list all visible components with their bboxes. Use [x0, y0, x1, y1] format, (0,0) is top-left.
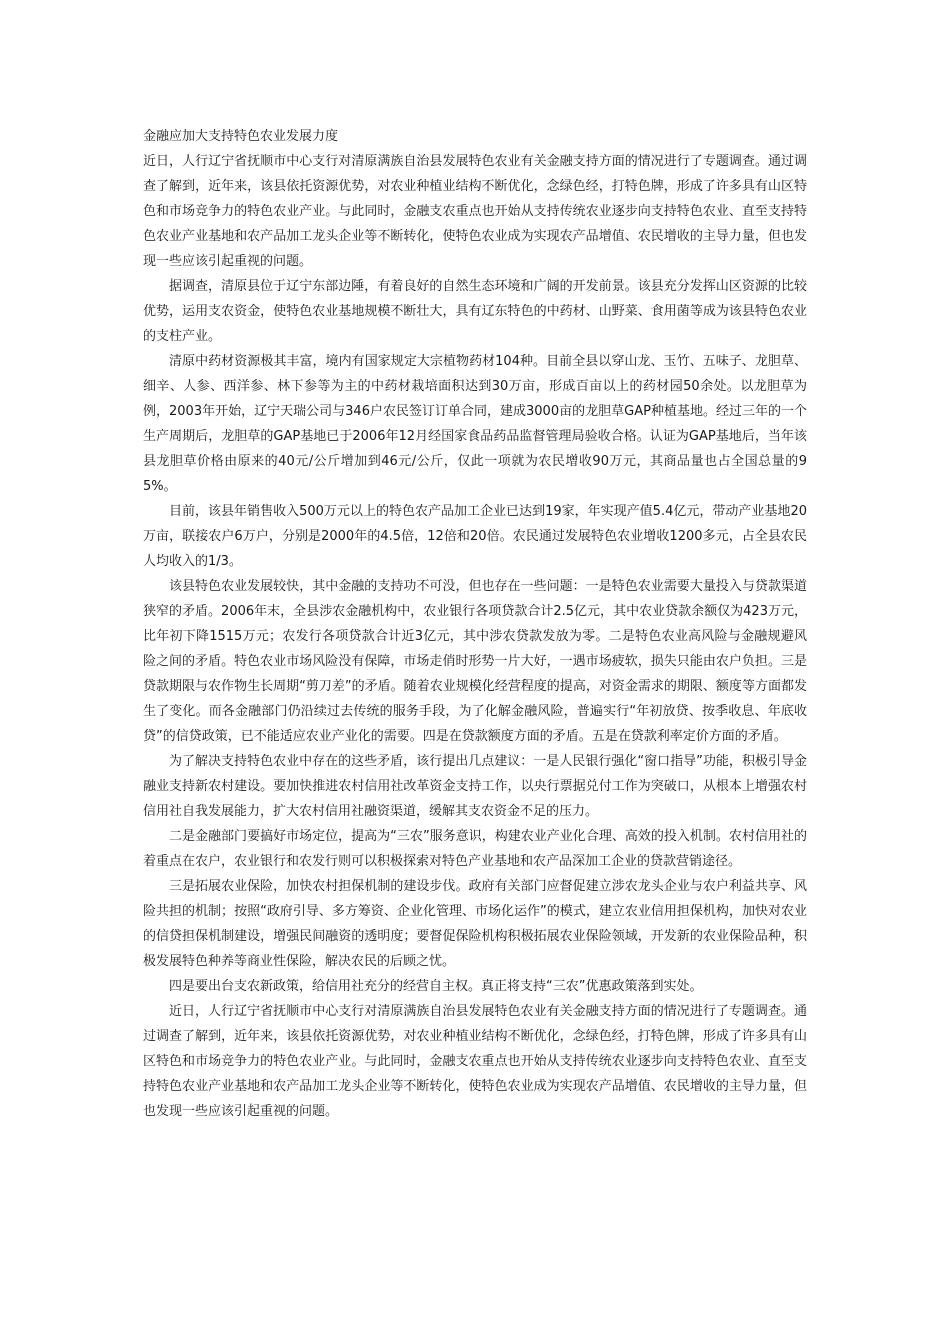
paragraph-county-overview: 据调查，清原县位于辽宁东部边陲，有着良好的自然生态环境和广阔的开发前景。该县充分发挥山区资源的比较优势，运用支农资金，使特色农业基地规模不断壮大，具有辽东特色的中药材、山野菜、食用菌等成为该县特色农业的支柱产业。 — [143, 279, 807, 344]
document-title: 金融应加大支持特色农业发展力度 — [143, 129, 339, 144]
paragraph-suggestion-one: 为了解决支持特色农业中存在的这些矛盾，该行提出几点建议：一是人民银行强化“窗口指导”功能，积极引导金融业支持新农村建设。要加快推进农村信用社改革资金支持工作，以央行票据兑付工作为突破口，从根本上增强农村信用社自我发展能力，扩大农村信用社融资渠道，缓解其支农资金不足的压力。 — [143, 754, 807, 819]
paragraph-suggestion-three: 三是拓展农业保险，加快农村担保机制的建设步伐。政府有关部门应督促建立涉农龙头企业与农户利益共享、风险共担的机制；按照“政府引导、多方筹资、企业化管理、市场化运作”的模式，建立农业信用担保机构，加快对农业的信贷担保机制建设，增强民间融资的透明度；要督促保险机构积极拓展农业保险领域，开发新的农业保险品种，积极发展特色种养等商业性保险，解决农民的后顾之忧。 — [143, 879, 807, 969]
paragraph-processing-enterprises: 目前，该县年销售收入500万元以上的特色农产品加工企业已达到19家，年实现产值5.4亿元，带动产业基地20万亩，联接农户6万户，分别是2000年的4.5倍，12倍和20倍。农民通过发展特色农业增收1200多元，占全县农民人均收入的1/3。 — [143, 504, 807, 569]
paragraph-suggestion-two: 二是金融部门要搞好市场定位，提高为“三农”服务意识，构建农业产业化合理、高效的投入机制。农村信用社的着重点在农户，农业银行和农发行则可以积极探索对特色产业基地和农产品深加工企业的贷款营销途径。 — [143, 829, 807, 869]
paragraph-problems: 该县特色农业发展较快，其中金融的支持功不可没，但也存在一些问题：一是特色农业需要大量投入与贷款渠道狭窄的矛盾。2006年末，全县涉农金融机构中，农业银行各项贷款合计2.5亿元，其中农业贷款余额仅为423万元，比年初下降1515万元；农发行各项贷款合计近3亿元，其中涉农贷款发放为零。二是特色农业高风险与金融规避风险之间的矛盾。特色农业市场风险没有保障，市场走俏时形势一片大好，一遇市场疲软，损失只能由农户负担。三是贷款期限与农作物生长周期“剪刀差”的矛盾。随着农业规模化经营程度的提高，对资金需求的期限、额度等方面都发生了变化。而各金融部门仍沿续过去传统的服务手段，为了化解金融风险，普遍实行“年初放贷、按季收息、年底收贷”的信贷政策，已不能适应农业产业化的需要。四是在贷款额度方面的矛盾。五是在贷款利率定价方面的矛盾。 — [143, 579, 807, 744]
paragraph-suggestion-four: 四是要出台支农新政策，给信用社充分的经营自主权。真正将支持“三农”优惠政策落到实处。 — [169, 979, 703, 994]
paragraph-intro: 近日，人行辽宁省抚顺市中心支行对清原满族自治县发展特色农业有关金融支持方面的情况进行了专题调查。通过调查了解到，近年来，该县依托资源优势，对农业种植业结构不断优化，念绿色经，打特色牌，形成了许多具有山区特色和市场竞争力的特色农业产业。与此同时，金融支农重点也开始从支持传统农业逐步向支持特色农业、直至支持特色农业产业基地和农产品加工龙头企业等不断转化，使特色农业成为实现农产品增值、农民增收的主导力量，但也发现一些应该引起重视的问题。 — [143, 154, 807, 269]
paragraph-repeated-intro: 近日，人行辽宁省抚顺市中心支行对清原满族自治县发展特色农业有关金融支持方面的情况进行了专题调查。通过调查了解到，近年来，该县依托资源优势，对农业种植业结构不断优化，念绿色经，打特色牌，形成了许多具有山区特色和市场竞争力的特色农业产业。与此同时，金融支农重点也开始从支持传统农业逐步向支持特色农业、直至支持特色农业产业基地和农产品加工龙头企业等不断转化，使特色农业成为实现农产品增值、农民增收的主导力量，但也发现一些应该引起重视的问题。 — [143, 1004, 807, 1119]
document-page — [143, 124, 807, 1124]
paragraph-medicinal-herbs: 清原中药材资源极其丰富，境内有国家规定大宗植物药材104种。目前全县以穿山龙、玉竹、五味子、龙胆草、细辛、人参、西洋参、林下参等为主的中药材栽培面积达到30万亩，形成百亩以上的药材园50余处。以龙胆草为例，2003年开始，辽宁天瑞公司与346户农民签订订单合同，建成3000亩的龙胆草GAP种植基地。经过三年的一个生产周期后，龙胆草的GAP基地已于2006年12月经国家食品药品监督管理局验收合格。认证为GAP基地后，当年该县龙胆草价格由原来的40元/公斤增加到46元/公斤，仅此一项就为农民增收90万元，其商品量也占全国总量的95%。 — [143, 354, 807, 494]
